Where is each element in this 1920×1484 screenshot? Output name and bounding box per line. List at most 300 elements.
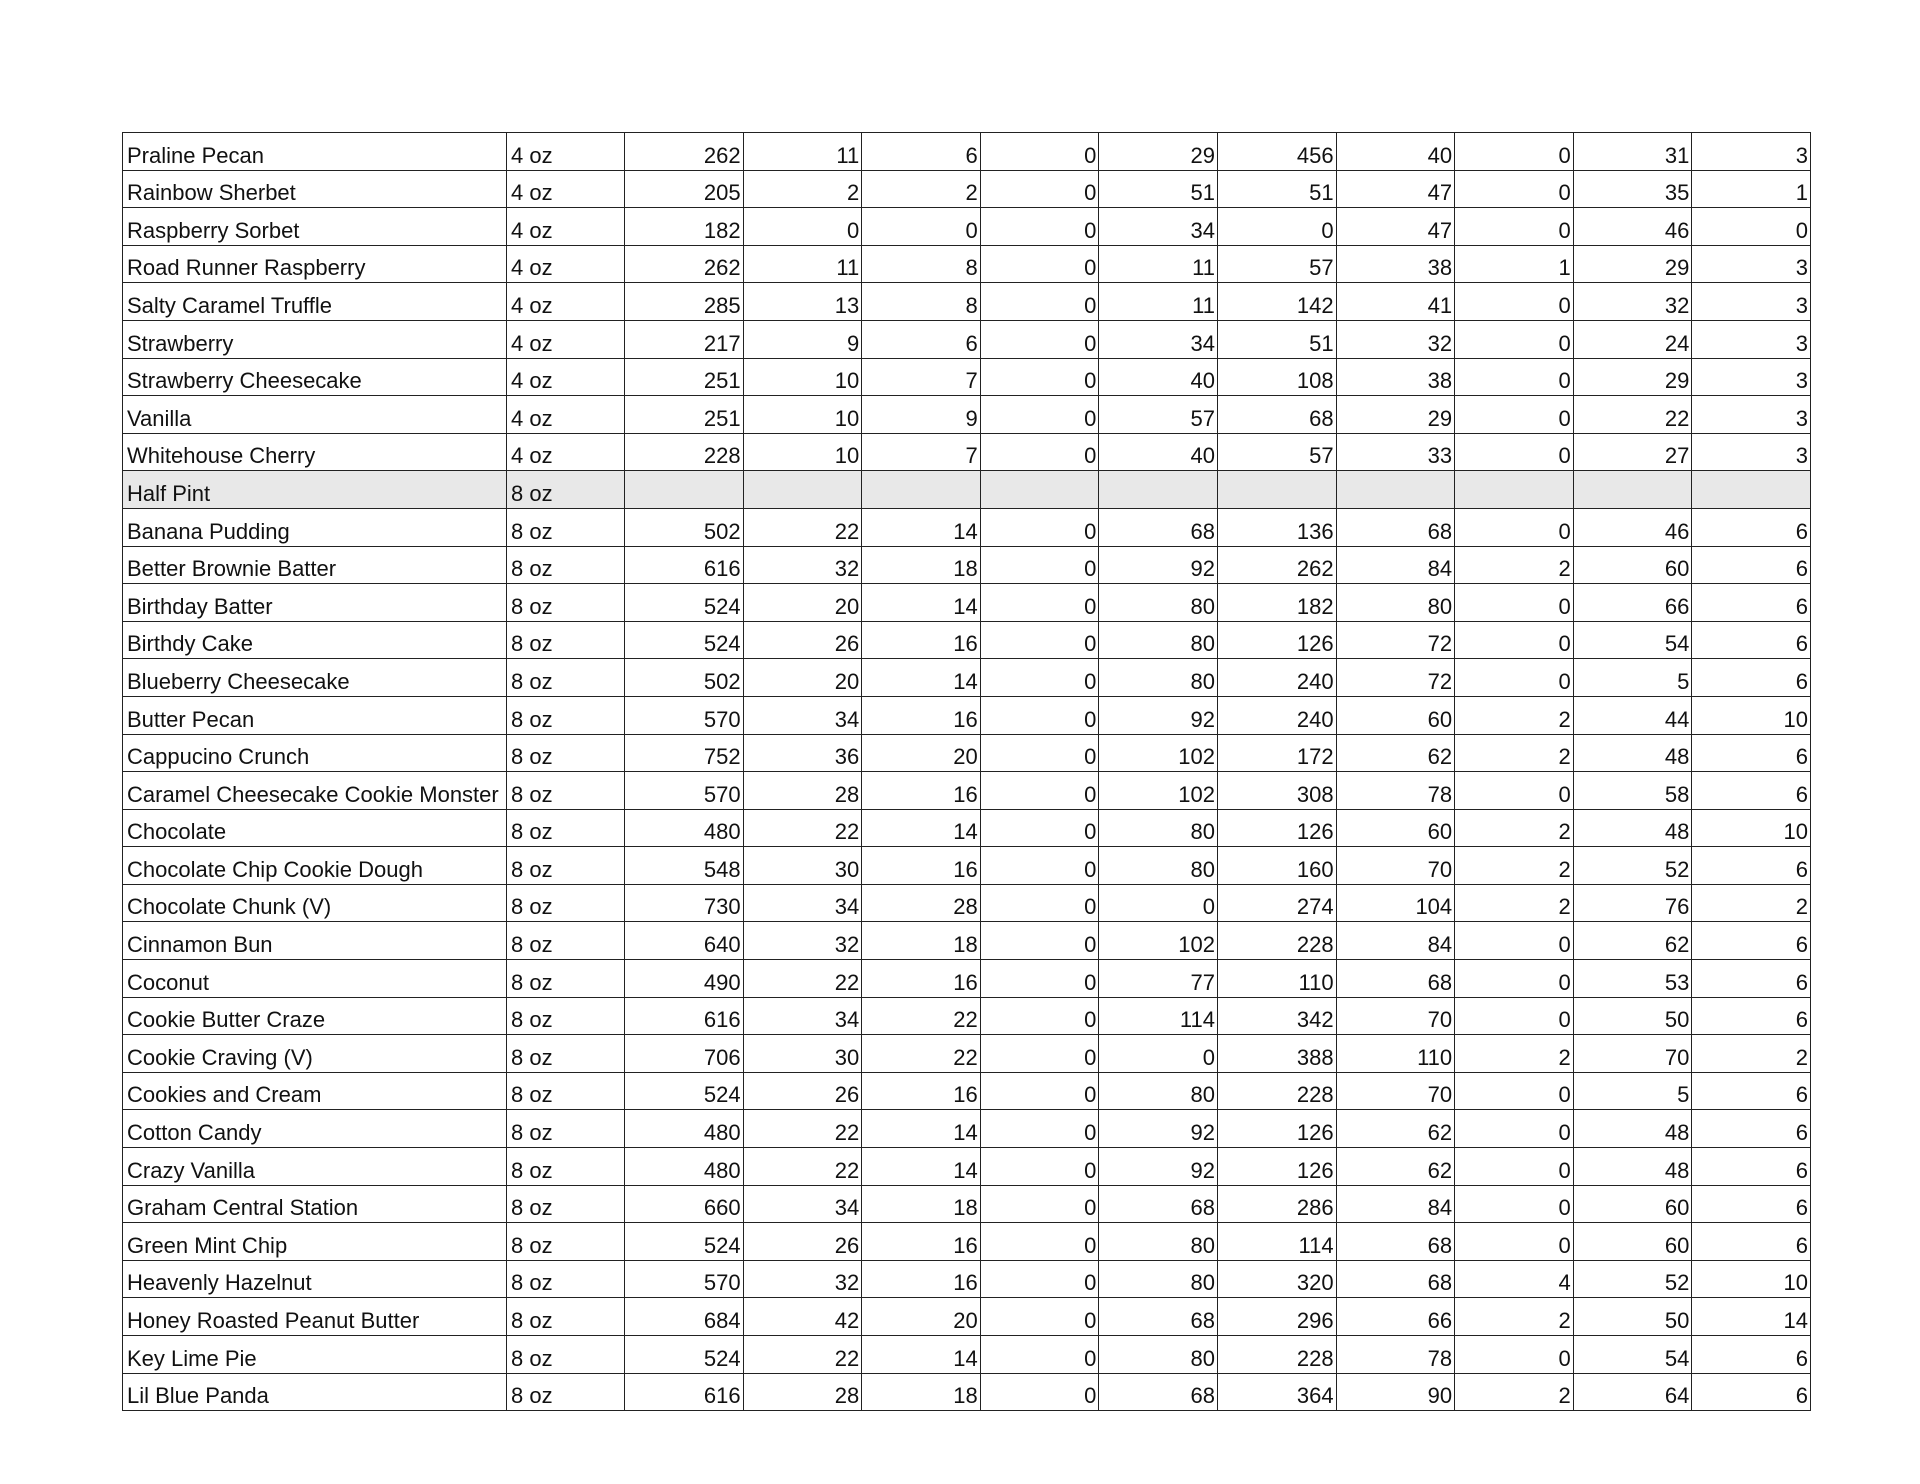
value-cell: 2 (1692, 1035, 1811, 1073)
serving-size-cell: 4 oz (507, 133, 625, 171)
table-row (123, 772, 1811, 810)
table-row (123, 320, 1811, 358)
value-cell: 0 (1455, 1223, 1574, 1261)
value-cell: 38 (1336, 358, 1455, 396)
value-cell: 2 (1455, 809, 1574, 847)
value-cell: 32 (743, 922, 862, 960)
serving-size-cell: 8 oz (507, 884, 625, 922)
serving-size-cell: 4 oz (507, 245, 625, 283)
value-cell (1455, 471, 1574, 509)
table-body (123, 133, 1811, 1411)
value-cell: 0 (1099, 1035, 1218, 1073)
value-cell: 240 (1217, 696, 1336, 734)
value-cell: 524 (625, 621, 744, 659)
value-cell: 57 (1217, 245, 1336, 283)
value-cell: 0 (980, 1336, 1099, 1374)
value-cell: 32 (1336, 320, 1455, 358)
value-cell: 342 (1217, 997, 1336, 1035)
value-cell: 10 (743, 358, 862, 396)
value-cell: 480 (625, 809, 744, 847)
table-row (123, 546, 1811, 584)
value-cell: 0 (1455, 922, 1574, 960)
value-cell: 0 (980, 283, 1099, 321)
value-cell: 84 (1336, 1185, 1455, 1223)
value-cell: 3 (1692, 433, 1811, 471)
value-cell: 76 (1573, 884, 1692, 922)
value-cell (1336, 471, 1455, 509)
serving-size-cell: 8 oz (507, 1035, 625, 1073)
table-row (123, 584, 1811, 622)
value-cell: 22 (743, 508, 862, 546)
value-cell: 6 (1692, 847, 1811, 885)
value-cell: 44 (1573, 696, 1692, 734)
value-cell: 6 (1692, 659, 1811, 697)
value-cell: 616 (625, 1373, 744, 1411)
value-cell: 456 (1217, 133, 1336, 171)
value-cell: 14 (862, 1336, 981, 1374)
value-cell: 16 (862, 1072, 981, 1110)
value-cell: 0 (1455, 1148, 1574, 1186)
value-cell: 62 (1336, 1110, 1455, 1148)
value-cell: 2 (1455, 1035, 1574, 1073)
serving-size-cell: 8 oz (507, 734, 625, 772)
value-cell: 80 (1099, 659, 1218, 697)
value-cell (1217, 471, 1336, 509)
table-row (123, 1110, 1811, 1148)
value-cell: 3 (1692, 320, 1811, 358)
table-row (123, 884, 1811, 922)
value-cell: 524 (625, 1336, 744, 1374)
value-cell: 0 (980, 1298, 1099, 1336)
value-cell: 1 (1692, 170, 1811, 208)
value-cell: 4 (1455, 1260, 1574, 1298)
value-cell: 142 (1217, 283, 1336, 321)
value-cell: 126 (1217, 809, 1336, 847)
value-cell: 80 (1099, 1336, 1218, 1374)
value-cell: 14 (862, 1148, 981, 1186)
value-cell: 20 (862, 1298, 981, 1336)
value-cell: 29 (1336, 396, 1455, 434)
value-cell: 22 (1573, 396, 1692, 434)
value-cell: 68 (1336, 508, 1455, 546)
table-row (123, 1185, 1811, 1223)
serving-size-cell: 8 oz (507, 960, 625, 998)
value-cell: 16 (862, 960, 981, 998)
value-cell: 11 (1099, 245, 1218, 283)
value-cell: 53 (1573, 960, 1692, 998)
value-cell: 1 (1455, 245, 1574, 283)
value-cell: 50 (1573, 997, 1692, 1035)
value-cell: 22 (743, 960, 862, 998)
value-cell: 10 (743, 396, 862, 434)
value-cell (862, 471, 981, 509)
value-cell: 0 (1455, 433, 1574, 471)
value-cell: 3 (1692, 245, 1811, 283)
value-cell: 52 (1573, 847, 1692, 885)
value-cell: 9 (743, 320, 862, 358)
value-cell: 22 (743, 1336, 862, 1374)
value-cell: 26 (743, 1223, 862, 1261)
table-row (123, 1260, 1811, 1298)
value-cell: 684 (625, 1298, 744, 1336)
value-cell: 51 (1217, 170, 1336, 208)
serving-size-cell: 8 oz (507, 772, 625, 810)
flavor-name-cell: Vanilla (123, 396, 507, 434)
value-cell: 6 (1692, 546, 1811, 584)
value-cell (1573, 471, 1692, 509)
table-row (123, 208, 1811, 246)
flavor-name-cell: Salty Caramel Truffle (123, 283, 507, 321)
value-cell: 11 (1099, 283, 1218, 321)
serving-size-cell: 8 oz (507, 809, 625, 847)
value-cell: 54 (1573, 621, 1692, 659)
value-cell: 32 (743, 546, 862, 584)
flavor-name-cell: Butter Pecan (123, 696, 507, 734)
value-cell: 2 (1455, 1298, 1574, 1336)
value-cell: 60 (1573, 1185, 1692, 1223)
value-cell: 41 (1336, 283, 1455, 321)
value-cell: 0 (980, 508, 1099, 546)
value-cell: 0 (980, 1035, 1099, 1073)
nutrition-table (122, 132, 1811, 1411)
value-cell: 35 (1573, 170, 1692, 208)
value-cell: 104 (1336, 884, 1455, 922)
value-cell: 38 (1336, 245, 1455, 283)
value-cell: 0 (980, 358, 1099, 396)
value-cell: 34 (1099, 320, 1218, 358)
value-cell: 0 (1692, 208, 1811, 246)
table-row (123, 1148, 1811, 1186)
value-cell: 0 (980, 734, 1099, 772)
value-cell: 6 (1692, 1336, 1811, 1374)
value-cell: 0 (980, 546, 1099, 584)
value-cell: 524 (625, 1072, 744, 1110)
value-cell: 364 (1217, 1373, 1336, 1411)
value-cell: 228 (1217, 1072, 1336, 1110)
flavor-name-cell: Cotton Candy (123, 1110, 507, 1148)
value-cell: 31 (1573, 133, 1692, 171)
serving-size-cell: 8 oz (507, 1260, 625, 1298)
value-cell: 6 (1692, 1373, 1811, 1411)
value-cell: 5 (1573, 659, 1692, 697)
value-cell: 22 (862, 997, 981, 1035)
value-cell: 2 (1692, 884, 1811, 922)
serving-size-cell: 8 oz (507, 1223, 625, 1261)
value-cell: 80 (1099, 621, 1218, 659)
value-cell: 7 (862, 358, 981, 396)
value-cell: 0 (980, 997, 1099, 1035)
flavor-name-cell: Road Runner Raspberry (123, 245, 507, 283)
flavor-name-cell: Chocolate (123, 809, 507, 847)
value-cell: 46 (1573, 208, 1692, 246)
value-cell: 706 (625, 1035, 744, 1073)
value-cell: 548 (625, 847, 744, 885)
value-cell: 36 (743, 734, 862, 772)
value-cell: 14 (862, 508, 981, 546)
value-cell (1099, 471, 1218, 509)
value-cell: 0 (1455, 584, 1574, 622)
value-cell: 6 (1692, 922, 1811, 960)
value-cell: 6 (1692, 621, 1811, 659)
value-cell: 66 (1336, 1298, 1455, 1336)
value-cell: 29 (1573, 245, 1692, 283)
value-cell: 14 (862, 659, 981, 697)
value-cell: 0 (980, 170, 1099, 208)
flavor-name-cell: Coconut (123, 960, 507, 998)
serving-size-cell: 8 oz (507, 659, 625, 697)
serving-size-cell: 8 oz (507, 546, 625, 584)
value-cell: 0 (980, 659, 1099, 697)
serving-size-cell: 4 oz (507, 170, 625, 208)
value-cell: 66 (1573, 584, 1692, 622)
table-row (123, 358, 1811, 396)
table-row (123, 659, 1811, 697)
value-cell: 0 (980, 696, 1099, 734)
value-cell: 34 (743, 1185, 862, 1223)
flavor-name-cell: Better Brownie Batter (123, 546, 507, 584)
flavor-name-cell: Cookie Butter Craze (123, 997, 507, 1035)
table-row (123, 245, 1811, 283)
value-cell: 60 (1573, 546, 1692, 584)
value-cell: 18 (862, 546, 981, 584)
value-cell: 251 (625, 358, 744, 396)
value-cell: 160 (1217, 847, 1336, 885)
value-cell: 16 (862, 696, 981, 734)
flavor-name-cell: Whitehouse Cherry (123, 433, 507, 471)
value-cell: 0 (980, 208, 1099, 246)
value-cell: 752 (625, 734, 744, 772)
value-cell: 0 (1455, 508, 1574, 546)
value-cell: 92 (1099, 546, 1218, 584)
serving-size-cell: 8 oz (507, 847, 625, 885)
value-cell: 80 (1099, 584, 1218, 622)
table-row (123, 696, 1811, 734)
flavor-name-cell: Cookie Craving (V) (123, 1035, 507, 1073)
value-cell: 0 (1455, 396, 1574, 434)
value-cell: 262 (625, 133, 744, 171)
value-cell: 18 (862, 1373, 981, 1411)
table-row (123, 997, 1811, 1035)
value-cell: 182 (1217, 584, 1336, 622)
value-cell: 480 (625, 1148, 744, 1186)
value-cell: 80 (1336, 584, 1455, 622)
flavor-name-cell: Blueberry Cheesecake (123, 659, 507, 697)
value-cell: 60 (1336, 696, 1455, 734)
value-cell: 68 (1336, 1223, 1455, 1261)
value-cell: 92 (1099, 1110, 1218, 1148)
value-cell: 2 (1455, 1373, 1574, 1411)
value-cell: 84 (1336, 922, 1455, 960)
value-cell: 22 (743, 809, 862, 847)
value-cell: 8 (862, 245, 981, 283)
table-row (123, 1072, 1811, 1110)
value-cell: 0 (980, 584, 1099, 622)
flavor-name-cell: Key Lime Pie (123, 1336, 507, 1374)
value-cell: 262 (1217, 546, 1336, 584)
value-cell: 0 (1455, 208, 1574, 246)
value-cell: 14 (862, 1110, 981, 1148)
value-cell: 6 (1692, 1072, 1811, 1110)
value-cell: 0 (1455, 320, 1574, 358)
value-cell: 64 (1573, 1373, 1692, 1411)
value-cell: 0 (1455, 1185, 1574, 1223)
value-cell: 274 (1217, 884, 1336, 922)
table-row (123, 734, 1811, 772)
table-row (123, 433, 1811, 471)
table-row (123, 133, 1811, 171)
value-cell: 480 (625, 1110, 744, 1148)
serving-size-cell: 8 oz (507, 471, 625, 509)
value-cell: 0 (1455, 1336, 1574, 1374)
value-cell: 0 (980, 772, 1099, 810)
value-cell: 6 (1692, 960, 1811, 998)
value-cell: 240 (1217, 659, 1336, 697)
value-cell: 70 (1336, 1072, 1455, 1110)
value-cell: 308 (1217, 772, 1336, 810)
value-cell: 48 (1573, 734, 1692, 772)
value-cell: 570 (625, 1260, 744, 1298)
value-cell: 6 (1692, 584, 1811, 622)
value-cell: 57 (1217, 433, 1336, 471)
table-row (123, 508, 1811, 546)
serving-size-cell: 8 oz (507, 584, 625, 622)
value-cell: 6 (1692, 772, 1811, 810)
value-cell: 68 (1099, 1185, 1218, 1223)
value-cell: 48 (1573, 1148, 1692, 1186)
value-cell: 80 (1099, 1072, 1218, 1110)
value-cell: 0 (980, 1148, 1099, 1186)
value-cell: 0 (1455, 1072, 1574, 1110)
value-cell: 0 (980, 396, 1099, 434)
flavor-name-cell: Strawberry (123, 320, 507, 358)
value-cell: 0 (980, 245, 1099, 283)
value-cell: 33 (1336, 433, 1455, 471)
value-cell: 320 (1217, 1260, 1336, 1298)
value-cell: 6 (1692, 1185, 1811, 1223)
serving-size-cell: 8 oz (507, 621, 625, 659)
value-cell: 524 (625, 584, 744, 622)
flavor-name-cell: Crazy Vanilla (123, 1148, 507, 1186)
value-cell (980, 471, 1099, 509)
value-cell: 2 (743, 170, 862, 208)
value-cell: 2 (1455, 546, 1574, 584)
value-cell: 40 (1336, 133, 1455, 171)
value-cell: 50 (1573, 1298, 1692, 1336)
value-cell: 136 (1217, 508, 1336, 546)
value-cell: 54 (1573, 1336, 1692, 1374)
value-cell: 40 (1099, 358, 1218, 396)
value-cell: 14 (862, 584, 981, 622)
value-cell: 70 (1573, 1035, 1692, 1073)
value-cell: 10 (1692, 1260, 1811, 1298)
table-row (123, 1223, 1811, 1261)
value-cell: 28 (743, 1373, 862, 1411)
table-row (123, 170, 1811, 208)
value-cell: 22 (862, 1035, 981, 1073)
value-cell: 3 (1692, 396, 1811, 434)
serving-size-cell: 8 oz (507, 1148, 625, 1186)
serving-size-cell: 8 oz (507, 1110, 625, 1148)
value-cell: 58 (1573, 772, 1692, 810)
value-cell: 68 (1336, 1260, 1455, 1298)
value-cell: 16 (862, 772, 981, 810)
value-cell: 80 (1099, 1223, 1218, 1261)
value-cell: 72 (1336, 621, 1455, 659)
value-cell: 51 (1099, 170, 1218, 208)
value-cell (625, 471, 744, 509)
value-cell: 16 (862, 1260, 981, 1298)
value-cell: 0 (980, 320, 1099, 358)
value-cell: 0 (980, 1373, 1099, 1411)
value-cell: 228 (1217, 1336, 1336, 1374)
value-cell: 26 (743, 621, 862, 659)
value-cell: 40 (1099, 433, 1218, 471)
value-cell: 110 (1217, 960, 1336, 998)
serving-size-cell: 8 oz (507, 1072, 625, 1110)
value-cell: 6 (1692, 1223, 1811, 1261)
flavor-name-cell: Banana Pudding (123, 508, 507, 546)
value-cell: 78 (1336, 1336, 1455, 1374)
value-cell: 32 (1573, 283, 1692, 321)
serving-size-cell: 8 oz (507, 508, 625, 546)
serving-size-cell: 8 oz (507, 1298, 625, 1336)
value-cell: 0 (1099, 884, 1218, 922)
flavor-name-cell: Raspberry Sorbet (123, 208, 507, 246)
flavor-name-cell: Rainbow Sherbet (123, 170, 507, 208)
value-cell: 388 (1217, 1035, 1336, 1073)
flavor-name-cell: Strawberry Cheesecake (123, 358, 507, 396)
value-cell: 108 (1217, 358, 1336, 396)
value-cell: 8 (862, 283, 981, 321)
value-cell: 126 (1217, 1110, 1336, 1148)
value-cell: 80 (1099, 847, 1218, 885)
value-cell: 42 (743, 1298, 862, 1336)
table-row (123, 1336, 1811, 1374)
value-cell: 11 (743, 245, 862, 283)
value-cell: 5 (1573, 1072, 1692, 1110)
value-cell: 251 (625, 396, 744, 434)
value-cell: 20 (743, 584, 862, 622)
value-cell (743, 471, 862, 509)
value-cell: 114 (1099, 997, 1218, 1035)
value-cell: 2 (1455, 847, 1574, 885)
serving-size-cell: 4 oz (507, 208, 625, 246)
value-cell: 6 (862, 320, 981, 358)
value-cell: 11 (743, 133, 862, 171)
value-cell: 24 (1573, 320, 1692, 358)
flavor-name-cell: Cinnamon Bun (123, 922, 507, 960)
flavor-name-cell: Honey Roasted Peanut Butter (123, 1298, 507, 1336)
serving-size-cell: 8 oz (507, 997, 625, 1035)
value-cell: 68 (1099, 1298, 1218, 1336)
serving-size-cell: 4 oz (507, 320, 625, 358)
serving-size-cell: 4 oz (507, 396, 625, 434)
value-cell: 228 (1217, 922, 1336, 960)
value-cell: 102 (1099, 734, 1218, 772)
value-cell: 217 (625, 320, 744, 358)
value-cell: 0 (1455, 1110, 1574, 1148)
value-cell: 228 (625, 433, 744, 471)
value-cell: 0 (1455, 283, 1574, 321)
value-cell: 16 (862, 1223, 981, 1261)
value-cell: 114 (1217, 1223, 1336, 1261)
value-cell: 80 (1099, 809, 1218, 847)
value-cell: 34 (1099, 208, 1218, 246)
value-cell: 0 (980, 1260, 1099, 1298)
value-cell: 16 (862, 847, 981, 885)
value-cell: 20 (862, 734, 981, 772)
flavor-name-cell: Caramel Cheesecake Cookie Monster (123, 772, 507, 810)
